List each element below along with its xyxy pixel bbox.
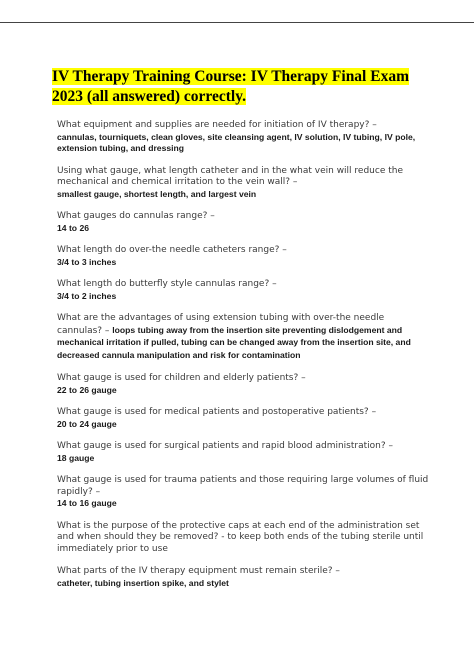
document-title-text: IV Therapy Training Course: IV Therapy Final Exam 2023 (all answered) correctly. [52, 68, 409, 105]
qa-list [57, 120, 429, 600]
question-text: What are the advantages of using extension tubing with over-the needle cannulas? – [57, 313, 385, 336]
question-text: What gauges do cannulas range? – [57, 211, 215, 221]
document-title [52, 67, 432, 107]
question-text: What gauge is used for trauma patients and those requiring large volumes of fluid rapidly? – [57, 475, 429, 497]
qa-item [57, 211, 429, 234]
question-text: Using what gauge, what length catheter and in the what vein will reduce the mechanical and chemical irritation to the vein wall? – [57, 165, 403, 187]
answer-text: 14 to 26 [57, 222, 90, 233]
answer-text: 22 to 26 gauge [57, 384, 117, 395]
qa-item [57, 475, 429, 510]
answer-text: 14 to 16 gauge [57, 498, 117, 508]
top-rule [0, 22, 474, 23]
qa-item [57, 521, 429, 556]
question-text: What gauge is used for medical patients and postoperative patients? – [57, 407, 377, 417]
qa-item [57, 313, 429, 362]
qa-item [57, 166, 429, 201]
qa-item [57, 407, 429, 430]
qa-item [57, 120, 429, 155]
question-text: What is the purpose of the protective caps at each end of the administration set and when should they be removed? - to keep both ends of the tubing sterile until immediately prior to use [57, 520, 424, 554]
question-text: What length do butterfly style cannulas range? – [57, 279, 277, 289]
qa-item [57, 245, 429, 268]
answer-text: 18 gauge [57, 452, 95, 463]
qa-item [57, 441, 429, 464]
qa-item [57, 373, 429, 396]
answer-text: 20 to 24 gauge [57, 418, 117, 429]
question-text: What length do over-the needle catheters range? – [57, 245, 287, 255]
question-text: What gauge is used for children and elderly patients? – [57, 373, 306, 383]
answer-text: smallest gauge, shortest length, and largest vein [57, 188, 257, 199]
answer-text: cannulas, tourniquets, clean gloves, site cleansing agent, IV solution, IV tubing, IV pole, extension tubing, and dressing [57, 131, 416, 153]
answer-text: catheter, tubing insertion spike, and stylet [57, 577, 229, 588]
answer-text: loops tubing away from the insertion site preventing dislodgement and mechanical irritation if pulled, tubing can be changed away from the insertion site, and decreased cannula manipulation and risk for contamination [57, 324, 411, 360]
question-text: What gauge is used for surgical patients and rapid blood administration? – [57, 441, 393, 451]
question-text: What equipment and supplies are needed for initiation of IV therapy? – [57, 120, 377, 130]
answer-text: 3/4 to 3 inches [57, 256, 117, 267]
question-text: What parts of the IV therapy equipment must remain sterile? – [57, 566, 340, 576]
answer-text: 3/4 to 2 inches [57, 290, 117, 301]
qa-item [57, 279, 429, 302]
qa-item [57, 566, 429, 589]
